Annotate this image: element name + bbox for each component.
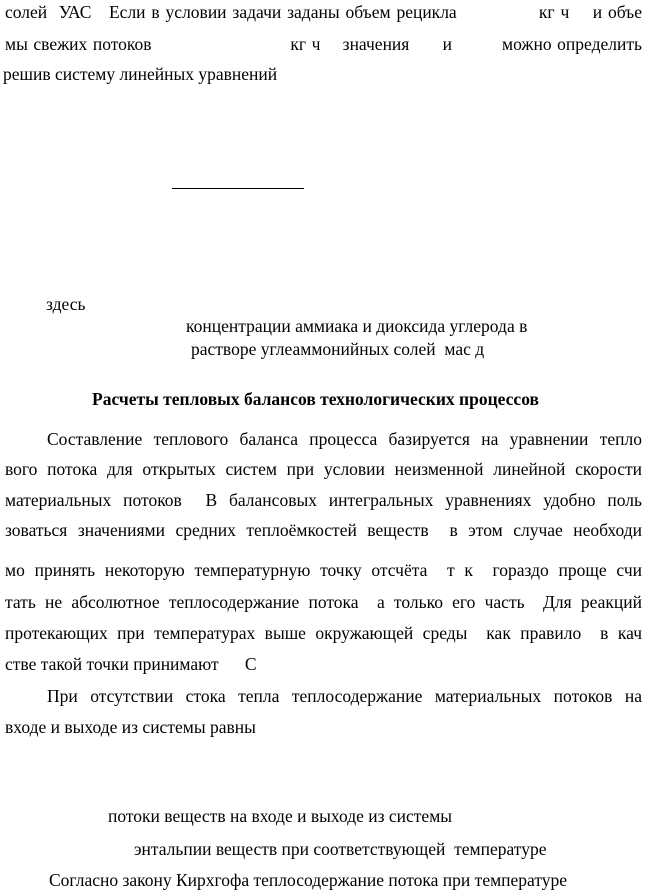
where-label: здесь bbox=[46, 294, 86, 314]
legend-line: энтальпии веществ при соответствующей температуре bbox=[134, 839, 547, 859]
paragraph-line: тать не абсолютное теплосодержание потока а только его часть Для реакций bbox=[5, 592, 642, 612]
paragraph-line: протекающих при температурах выше окружающей среды как правило в кач bbox=[5, 623, 642, 643]
fraction-bar bbox=[172, 188, 304, 189]
paragraph-line: входе и выходе из системы равны bbox=[5, 717, 256, 737]
paragraph-line: стве такой точки принимают С bbox=[5, 654, 257, 674]
definition-line: концентрации аммиака и диоксида углерода в bbox=[186, 316, 528, 336]
paragraph-line: зоваться значениями средних теплоёмкостей веществ в этом случае необходи bbox=[5, 520, 642, 540]
paragraph-line: Согласно закону Кирхгофа теплосодержание потока при температуре bbox=[49, 870, 568, 890]
paragraph-line: Составление теплового баланса процесса базируется на уравнении тепло bbox=[47, 429, 642, 449]
section-heading: Расчеты тепловых балансов технологических процессов bbox=[92, 389, 539, 409]
text-line: солей УАС Если в условии задачи заданы объем рецикла кг ч и объе bbox=[5, 2, 642, 22]
text-line: мы свежих потоков кг ч значения и можно определить bbox=[5, 34, 642, 54]
legend-line: потоки веществ на входе и выходе из системы bbox=[108, 806, 453, 826]
definition-line: растворе углеаммонийных солей мас д bbox=[191, 339, 485, 359]
text-line: решив систему линейных уравнений bbox=[3, 64, 278, 84]
paragraph-line: мо принять некоторую температурную точку отсчёта т к гораздо проще счи bbox=[5, 560, 642, 580]
paragraph-line: вого потока для открытых систем при условии неизменной линейной скорости bbox=[5, 459, 642, 479]
paragraph-line: материальных потоков В балансовых интегральных уравнениях удобно поль bbox=[5, 490, 642, 510]
paragraph-line: При отсутствии стока тепла теплосодержание материальных потоков на bbox=[47, 686, 642, 706]
